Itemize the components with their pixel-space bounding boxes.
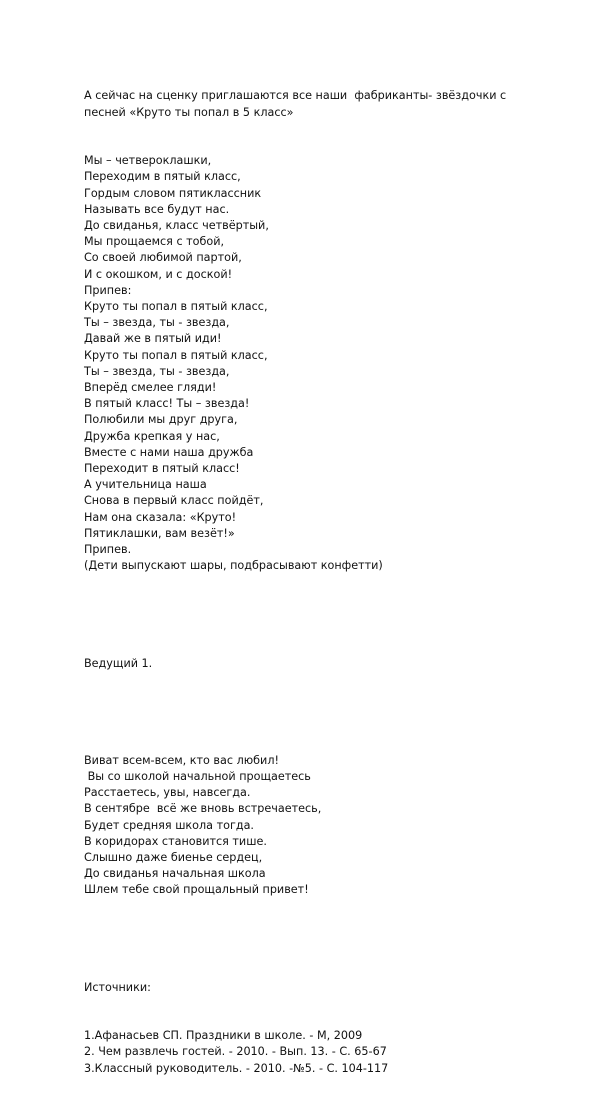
intro-section — [84, 88, 554, 120]
song-line: Припев: — [84, 283, 132, 297]
song-line: Ты – звезда, ты - звезда, — [84, 364, 230, 378]
poem-line: Расстаетесь, увы, навсегда. — [84, 786, 251, 800]
poem-line: Слышно даже биенье сердец, — [84, 850, 263, 864]
poem-line: До свиданья начальная школа — [84, 867, 266, 881]
song-line: Переходит в пятый класс! — [84, 462, 240, 476]
song-line: Со своей любимой партой, — [84, 251, 242, 265]
song-line: Мы – четвероклашки, — [84, 154, 212, 168]
document-body — [84, 56, 554, 1109]
song-line: Нам она сказала: «Круто! — [84, 510, 237, 524]
farewell-poem — [84, 753, 554, 899]
song-line: Гордым словом пятиклассник — [84, 186, 262, 200]
paragraph-gap — [84, 931, 554, 947]
poem-line: Виват всем-всем, кто вас любил! — [84, 753, 279, 767]
song-line: Припев. — [84, 543, 132, 557]
song-line: А учительница наша — [84, 478, 207, 492]
song-line: Пятиклашки, вам везёт!» — [84, 526, 235, 540]
sources-list — [84, 1028, 554, 1077]
intro-line: песней «Круто ты попал в 5 класс» — [84, 105, 294, 119]
poem-line: Шлем тебе свой прощальный привет! — [84, 883, 309, 897]
song-line: И с окошком, и с доской! — [84, 267, 233, 281]
song-line: Дружба крепкая у нас, — [84, 429, 220, 443]
song-lyrics — [84, 153, 554, 574]
sources-line: 2. Чем развлечь гостей. - 2010. - Вып. 13. - С. 65-67 — [84, 1045, 387, 1059]
song-line: (Дети выпускают шары, подбрасывают конфетти) — [84, 559, 383, 573]
song-line: Круто ты попал в пятый класс, — [84, 300, 268, 314]
song-line: В пятый класс! Ты – звезда! — [84, 397, 250, 411]
sources-line: 3.Классный руководитель. - 2010. -№5. - С. 104-117 — [84, 1061, 389, 1075]
poem-line: В коридорах становится тише. — [84, 834, 267, 848]
song-line: Давай же в пятый иди! — [84, 332, 222, 346]
intro-line: А сейчас на сценку приглашаются все наши фабриканты- звёздочки с — [84, 89, 507, 103]
sources-line: 1.Афанасьев СП. Праздники в школе. - М, 2009 — [84, 1029, 363, 1043]
song-line: Вместе с нами наша дружба — [84, 445, 254, 459]
song-line: Вперёд смелее гляди! — [84, 381, 217, 395]
host-label: Ведущий 1. — [84, 656, 153, 670]
poem-line: Будет средняя школа тогда. — [84, 818, 254, 832]
song-line: Мы прощаемся с тобой, — [84, 235, 225, 249]
song-line: Называть все будут нас. — [84, 202, 230, 216]
sources-title: Источники: — [84, 980, 151, 994]
paragraph-gap — [84, 607, 554, 623]
song-line: До свиданья, класс четвёртый, — [84, 219, 269, 233]
song-line: Круто ты попал в пятый класс, — [84, 348, 268, 362]
song-line: Полюбили мы друг друга, — [84, 413, 238, 427]
poem-line: Вы со школой начальной прощаетесь — [84, 769, 311, 783]
paragraph-gap — [84, 704, 554, 720]
song-line: Ты – звезда, ты - звезда, — [84, 316, 230, 330]
song-line: Переходим в пятый класс, — [84, 170, 241, 184]
song-line: Снова в первый класс пойдёт, — [84, 494, 264, 508]
poem-line: В сентябре всё же вновь встречаетесь, — [84, 802, 322, 816]
